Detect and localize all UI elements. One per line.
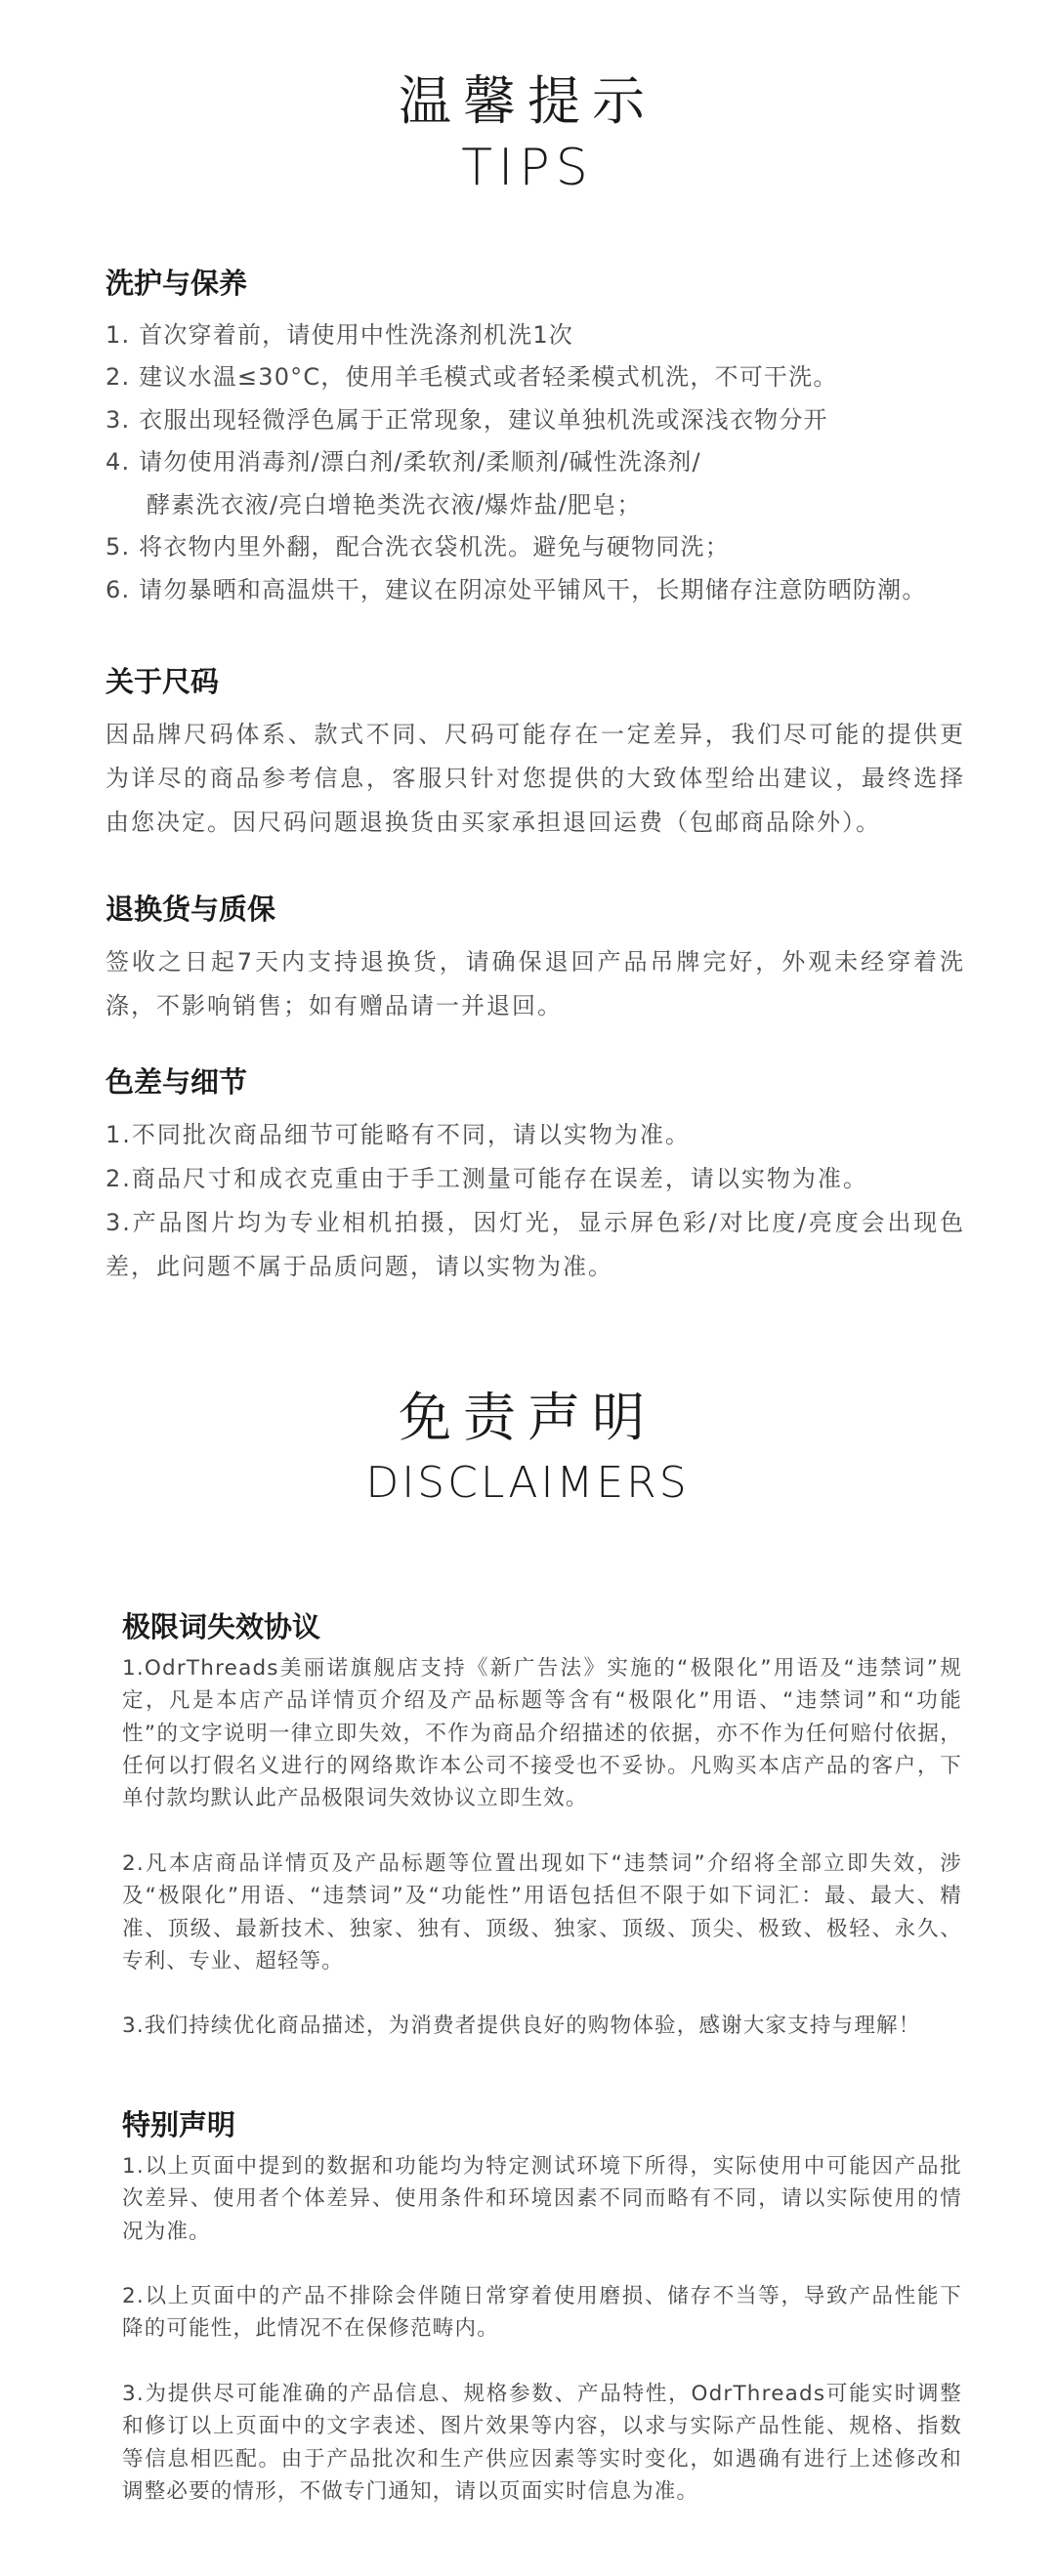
care-title: 洗护与保养 — [106, 267, 248, 300]
color-section — [106, 1064, 965, 1289]
care-item: 3. 衣服出现轻微浮色属于正常现象，建议单独机洗或深浅衣物分开 — [106, 405, 828, 434]
care-item: 5. 将衣物内里外翻，配合洗衣袋机洗。避免与硬物同洗； — [106, 533, 730, 561]
special-paragraph: 1.以上页面中提到的数据和功能均为特定测试环境下所得，实际使用中可能因产品批次差异、使用者个体差异、使用条件和环境因素不同而略有不同，请以实际使用的情况为准。 — [122, 2153, 962, 2244]
tips-title-en: TIPS — [461, 138, 594, 197]
extreme-words-title: 极限词失效协议 — [122, 1610, 321, 1643]
extreme-words-paragraph: 3.我们持续优化商品描述，为消费者提供良好的购物体验，感谢大家支持与理解！ — [122, 2014, 921, 2039]
care-item: 6. 请勿暴晒和高温烘干，建议在阴凉处平铺风干，长期储存注意防晒防潮。 — [106, 575, 927, 603]
disclaimers-header — [0, 1387, 1055, 1510]
care-section — [106, 266, 965, 611]
size-section — [106, 664, 965, 845]
size-title: 关于尺码 — [106, 665, 220, 698]
tips-header — [0, 70, 1055, 198]
disclaimers-title-cn: 免责声明 — [399, 1387, 656, 1448]
size-text: 因品牌尺码体系、款式不同、尺码可能存在一定差异，我们尽可能的提供更为详尽的商品参考信息，客服只针对您提供的大致体型给出建议，最终选择由您决定。因尺码问题退换货由买家承担退回运费（包邮商品除外）。 — [106, 720, 965, 836]
tips-title-cn: 温馨提示 — [399, 70, 656, 132]
care-item: 1. 首次穿着前，请使用中性洗涤剂机洗1次 — [106, 320, 573, 349]
extreme-words-paragraph: 2.凡本店商品详情页及产品标题等位置出现如下“违禁词”介绍将全部立即失效，涉及“极限化”用语、“违禁词”及“功能性”用语包括但不限于如下词汇：最、最大、精准、顶级、最新技术、独家、独有、顶级、独家、顶级、顶尖、极致、极轻、永久、专利、专业、超轻等。 — [122, 1850, 962, 1974]
returns-text: 签收之日起7天内支持退换货，请确保退回产品吊牌完好，外观未经穿着洗涤，不影响销售；如有赠品请一并退回。 — [106, 947, 965, 1019]
extreme-words-paragraph: 1.OdrThreads美丽诺旗舰店支持《新广告法》实施的“极限化”用语及“违禁词”规定，凡是本店产品详情页介绍及产品标题等含有“极限化”用语、“违禁词”和“功能性”的文字说明一律立即失效，不作为商品介绍描述的依据，亦不作为任何赔付依据，任何以打假名义进行的网络欺诈本公司不接受也不妥协。凡购买本店产品的客户，下单付款均默认此产品极限词失效协议立即生效。 — [122, 1655, 962, 1811]
color-item: 3.产品图片均为专业相机拍摄，因灯光，显示屏色彩/对比度/亮度会出现色差，此问题不属于品质问题，请以实物为准。 — [106, 1208, 965, 1280]
returns-section — [106, 892, 965, 1028]
special-paragraph: 2.以上页面中的产品不排除会伴随日常穿着使用磨损、储存不当等，导致产品性能下降的可能性，此情况不在保修范畴内。 — [122, 2283, 962, 2342]
special-title: 特别声明 — [122, 2108, 236, 2141]
care-item: 2. 建议水温≤30°C，使用羊毛模式或者轻柔模式机洗，不可干洗。 — [106, 363, 838, 392]
color-item: 1.不同批次商品细节可能略有不同，请以实物为准。 — [106, 1120, 691, 1148]
extreme-words-section — [122, 1609, 962, 2075]
care-item-continuation: 酵素洗衣液/亮白增艳类洗衣液/爆炸盐/肥皂； — [147, 490, 642, 519]
disclaimers-title-en: DISCLAIMERS — [365, 1457, 690, 1508]
care-item: 4. 请勿使用消毒剂/漂白剂/柔软剂/柔顺剂/碱性洗涤剂/ — [106, 448, 701, 477]
color-item: 2.商品尺寸和成衣克重由于手工测量可能存在误差，请以实物为准。 — [106, 1164, 868, 1192]
returns-title: 退换货与质保 — [106, 893, 276, 926]
color-title: 色差与细节 — [106, 1065, 248, 1099]
special-paragraph: 3.为提供尽可能准确的产品信息、规格参数、产品特性，OdrThreads可能实时调整和修订以上页面中的文字表述、图片效果等内容，以求与实际产品性能、规格、指数等信息相匹配。由于产品批次和生产供应因素等实时变化，如遇确有进行上述修改和调整必要的情形，不做专门通知，请以页面实时信息为准。 — [122, 2381, 962, 2504]
special-section — [122, 2107, 962, 2540]
